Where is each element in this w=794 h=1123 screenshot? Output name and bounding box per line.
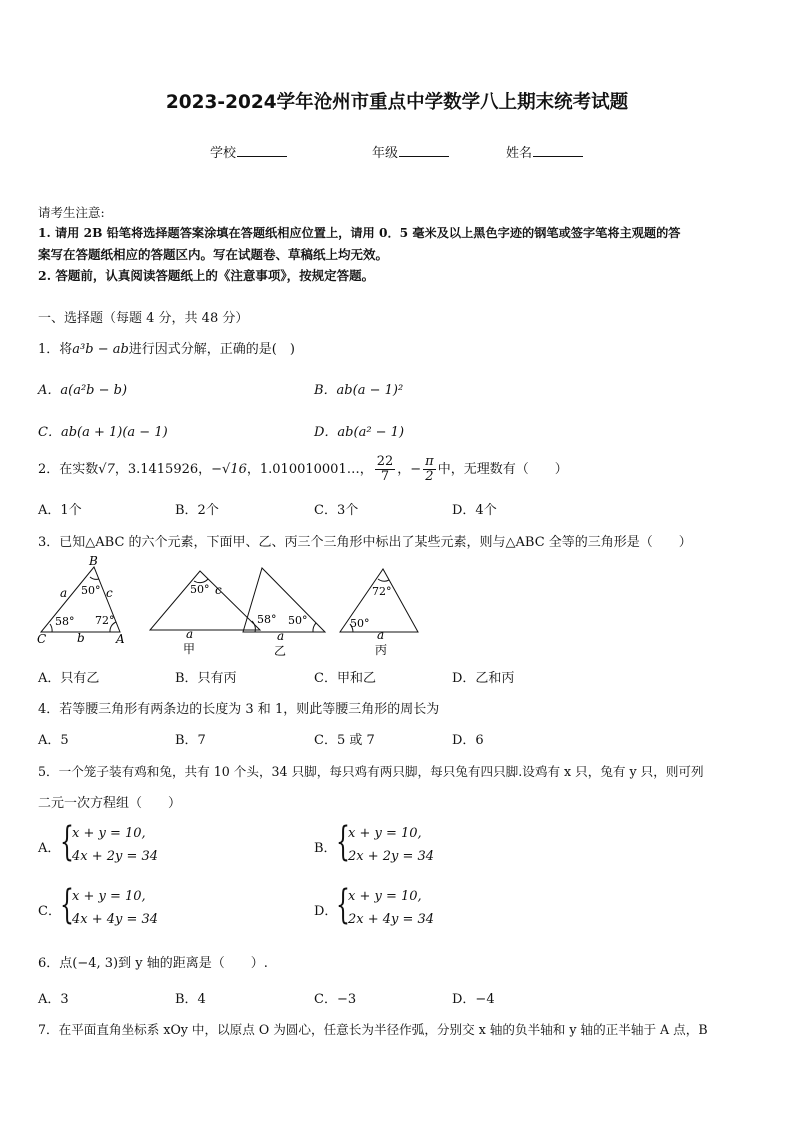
angle-c-arc <box>50 624 52 632</box>
q4-option-d: D．6 <box>452 733 484 748</box>
bing-label: 丙 <box>375 643 388 657</box>
q1-option-b: B．ab(a − 1)² <box>314 383 404 398</box>
q2-neg-sqrt16: −√16 <box>211 462 247 477</box>
jia-angle-50: 50° <box>190 583 210 596</box>
abc-angle-58: 58° <box>55 615 75 628</box>
q1-option-c: C．ab(a + 1)(a − 1) <box>38 425 168 440</box>
q2-num1: ，3.1415926， <box>114 462 212 477</box>
yi-angle-58: 58° <box>257 613 277 626</box>
question-1 <box>38 338 295 357</box>
jia-label: 甲 <box>183 642 196 656</box>
school-label: 学校 <box>210 146 237 161</box>
question-2 <box>38 452 568 488</box>
question-6: 6．点(−4, 3)到 y 轴的距离是（ ）. <box>38 956 268 971</box>
yi-right-angle-arc <box>313 623 316 632</box>
jia-side-c: c <box>215 583 222 597</box>
abc-angle-50: 50° <box>81 584 101 597</box>
grade-field <box>372 142 449 161</box>
q5-d-eq1: x + y = 10, <box>348 889 422 904</box>
q5-option-d-system <box>336 882 435 931</box>
bing-top-angle-arc <box>378 579 389 581</box>
q5-option-c-system <box>60 882 159 931</box>
triangle-jia-shape <box>150 571 260 630</box>
q5-b-brace: { <box>336 819 350 865</box>
exam-title: 2023-2024学年沧州市重点中学数学八上期末统考试题 <box>165 92 629 113</box>
question-4: 4．若等腰三角形有两条边的长度为 3 和 1，则此等腰三角形的周长为 <box>38 702 440 717</box>
q3-option-d: D．乙和丙 <box>452 671 515 686</box>
q2-option-d: D．4个 <box>452 503 497 518</box>
bing-angle-50: 50° <box>350 617 370 630</box>
q3-triangle-figures <box>30 554 430 660</box>
q5-a-eq1: x + y = 10, <box>72 826 146 841</box>
q5-option-b-system <box>336 819 435 868</box>
q2-suffix: 中，无理数有（ ） <box>437 462 568 477</box>
q1-prefix: 1．将 <box>38 342 73 357</box>
q3-option-c: C．甲和乙 <box>314 671 376 686</box>
q2-frac-denominator: 7 <box>380 469 390 484</box>
label-vertex-c: C <box>37 632 47 646</box>
label-side-a: a <box>60 586 68 600</box>
q2-num2: ，1.010010001…， <box>246 462 373 477</box>
label-side-c: c <box>106 586 113 600</box>
q5-a-eq2: 4x + 2y = 34 <box>72 849 159 864</box>
q5-b-eq1: x + y = 10, <box>348 826 422 841</box>
school-blank <box>237 144 287 157</box>
triangle-yi <box>243 568 325 632</box>
q5-option-c-label: C． <box>38 904 61 919</box>
q1-option-a: A．a(a²b − b) <box>38 383 128 398</box>
q2-pi-numerator: π <box>425 454 434 470</box>
q5-option-a-label: A． <box>38 841 61 856</box>
q1-suffix: 进行因式分解，正确的是( ) <box>128 342 295 357</box>
q2-frac-numerator: 22 <box>376 454 394 470</box>
q2-prefix: 2．在实数 <box>38 462 99 477</box>
yi-label: 乙 <box>274 644 287 658</box>
notice-line-1a: 1. 请用 2B 铅笔将选择题答案涂填在答题纸相应位置上，请用 0．5 毫米及以上黑色字迹的钢笔或签字笔将主观题的答 <box>38 226 681 240</box>
q6-option-b: B．4 <box>175 992 206 1007</box>
q2-fraction-22-7 <box>375 455 396 483</box>
q5-d-brace: { <box>336 882 350 928</box>
q2-separator: ，− <box>397 462 422 477</box>
q5-option-b-label: B． <box>314 841 337 856</box>
q1-expression: a³b − ab <box>72 342 129 357</box>
bing-angle-72: 72° <box>372 585 392 598</box>
q5-b-eq2: 2x + 2y = 34 <box>348 849 435 864</box>
q5-c-brace: { <box>60 882 74 928</box>
q5-option-a-system <box>60 819 159 868</box>
question-3: 3．已知△ABC 的六个元素，下面甲、乙、丙三个三角形中标出了某些元素，则与△ABC 全等的三角形是（ ） <box>38 535 692 550</box>
q4-option-b: B．7 <box>175 733 206 748</box>
yi-angle-50: 50° <box>288 614 308 627</box>
question-7: 7．在平面直角坐标系 xOy 中，以原点 O 为圆心，任意长为半径作弧，分别交 x 轴的负半轴和 y 轴的正半轴于 A 点，B <box>38 1022 708 1037</box>
yi-side-a: a <box>277 629 285 643</box>
q5-option-d-label: D． <box>314 904 338 919</box>
label-side-b: b <box>77 631 85 645</box>
triangle-jia <box>150 571 260 630</box>
question-5-line-2: 二元一次方程组（ ） <box>38 796 182 811</box>
q2-pi-denominator: 2 <box>425 469 434 484</box>
notice-heading: 请考生注意: <box>38 205 105 220</box>
section-heading: 一、选择题（每题 4 分，共 48 分） <box>38 311 249 326</box>
name-field <box>506 142 583 161</box>
notice-line-1b: 案写在答题纸相应的答题区内。写在试题卷、草稿纸上均无效。 <box>38 247 389 262</box>
label-vertex-b: B <box>89 554 98 568</box>
q1-option-d: D．ab(a² − 1) <box>314 425 405 440</box>
q2-option-a: A．1个 <box>38 503 82 518</box>
q2-option-b: B．2个 <box>175 503 219 518</box>
name-label: 姓名 <box>506 146 533 161</box>
abc-angle-72: 72° <box>95 614 115 627</box>
notice-line-2: 2. 答题前，认真阅读答题纸上的《注意事项》，按规定答题。 <box>38 268 375 283</box>
jia-side-a: a <box>186 627 194 641</box>
bing-side-a: a <box>377 628 385 642</box>
q4-option-a: A．5 <box>38 733 69 748</box>
label-vertex-a: A <box>116 632 125 646</box>
q6-option-d: D．−4 <box>452 992 495 1007</box>
q2-option-c: C．3个 <box>314 503 359 518</box>
question-5-line-1: 5．一个笼子装有鸡和兔，共有 10 个头，34 只脚，每只鸡有两只脚，每只兔有四只脚.设鸡有 x 只，兔有 y 只，则可列 <box>38 764 704 779</box>
grade-blank <box>399 144 449 157</box>
q5-c-eq1: x + y = 10, <box>72 889 146 904</box>
q2-fraction-pi-2 <box>423 455 436 483</box>
grade-label: 年级 <box>372 146 399 161</box>
q5-c-eq2: 4x + 4y = 34 <box>72 912 159 927</box>
q3-option-a: A．只有乙 <box>38 671 100 686</box>
triangle-yi-shape <box>243 568 325 632</box>
q2-sqrt7: √7 <box>98 462 115 477</box>
q4-option-c: C．5 或 7 <box>314 733 375 748</box>
q3-option-b: B．只有丙 <box>175 671 237 686</box>
q5-d-eq2: 2x + 4y = 34 <box>348 912 435 927</box>
q6-option-a: A．3 <box>38 992 69 1007</box>
school-field <box>210 142 287 161</box>
q6-option-c: C．−3 <box>314 992 357 1007</box>
q5-a-brace: { <box>60 819 74 865</box>
name-blank <box>533 144 583 157</box>
